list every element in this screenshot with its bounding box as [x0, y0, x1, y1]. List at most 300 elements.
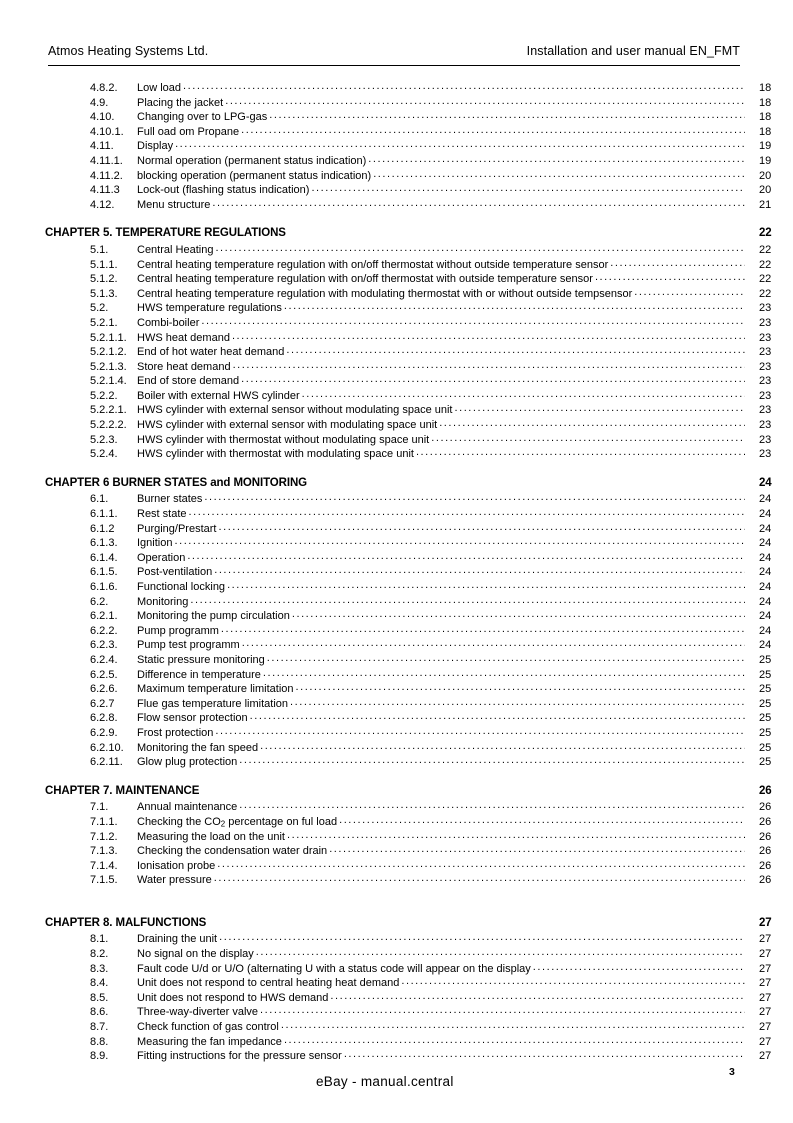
toc-entry-number: 6.2.2.	[90, 624, 118, 637]
toc-entry[interactable]	[0, 197, 793, 212]
toc-entry-number: 6.2.4.	[90, 653, 118, 666]
page-header	[48, 44, 740, 58]
toc-dot-leader	[454, 402, 745, 413]
toc-entry-page-number: 25	[759, 726, 772, 739]
toc-chapter-title: CHAPTER 6 BURNER STATES and MONITORING	[45, 476, 307, 489]
toc-entry-page-number: 27	[759, 1021, 772, 1034]
toc-entry-title: Boiler with external HWS cylinder	[137, 389, 300, 402]
toc-entry[interactable]	[0, 80, 793, 95]
toc-entry-title: Ionisation probe	[137, 859, 216, 872]
toc-entry[interactable]	[0, 579, 793, 594]
toc-chapter-heading[interactable]	[0, 477, 793, 492]
toc-entry-title: Unit does not respond to central heating heat demand	[137, 977, 400, 990]
toc-entry-number: 5.2.1.2.	[90, 346, 127, 359]
toc-entry-number: 8.3.	[90, 962, 109, 975]
toc-entry-title: Monitoring	[137, 595, 189, 608]
toc-dot-leader	[284, 1034, 745, 1045]
toc-entry-page-number: 22	[759, 273, 772, 286]
toc-entry-title: Pump programm	[137, 624, 219, 637]
toc-entry[interactable]	[0, 300, 793, 315]
toc-entry-number: 6.2.9.	[90, 726, 118, 739]
toc-entry-number: 5.2.	[90, 302, 109, 315]
toc-entry[interactable]	[0, 124, 793, 139]
toc-entry[interactable]	[0, 623, 793, 638]
toc-entry-page-number: 27	[759, 977, 772, 990]
toc-entry-number: 8.2.	[90, 948, 109, 961]
toc-entry-title: Central Heating	[137, 243, 214, 256]
toc-chapter-heading[interactable]	[0, 227, 793, 242]
toc-entry-number: 5.1.2.	[90, 273, 118, 286]
toc-entry[interactable]	[0, 491, 793, 506]
toc-entry-page-number: 23	[759, 404, 772, 417]
toc-chapter-page-number: 24	[759, 476, 772, 489]
toc-entry[interactable]	[0, 168, 793, 183]
toc-entry-page-number: 24	[759, 581, 772, 593]
toc-dot-leader	[260, 740, 745, 751]
toc-entry-number: 7.1.4.	[90, 859, 118, 872]
toc-entry-title: Rest state	[137, 508, 187, 521]
toc-entry-title: Fitting instructions for the pressure sensor	[137, 1050, 342, 1063]
toc-entry-page-number: 23	[759, 448, 772, 461]
toc-group-spacer	[0, 461, 793, 477]
toc-entry[interactable]	[0, 961, 793, 976]
toc-entry-page-number: 26	[759, 859, 772, 872]
toc-entry-page-number: 23	[759, 316, 772, 329]
toc-entry-page-number: 23	[759, 360, 772, 373]
header-manual-title: Installation and user manual EN_FMT	[526, 44, 740, 58]
toc-entry-number: 4.11.3	[90, 184, 120, 197]
toc-entry-title: End of hot water heat demand	[137, 346, 285, 359]
toc-entry-page-number: 25	[759, 683, 772, 696]
toc-entry-number: 5.1.3.	[90, 287, 118, 300]
toc-entry[interactable]	[0, 681, 793, 696]
toc-entry-title: Lock-out (flashing status indication)	[137, 184, 310, 197]
toc-dot-leader	[267, 652, 745, 663]
toc-entry[interactable]	[0, 740, 793, 755]
toc-chapter-page-number: 22	[759, 227, 772, 240]
toc-entry-number: 5.2.1.3.	[90, 360, 127, 373]
toc-entry-title: Combi-boiler	[137, 316, 200, 329]
toc-entry-title: Static pressure monitoring	[137, 653, 265, 666]
toc-entry-page-number: 20	[759, 184, 772, 197]
toc-entry-title: Unit does not respond to HWS demand	[137, 991, 329, 1004]
toc-entry-page-number: 23	[759, 375, 772, 388]
toc-entry-page-number: 24	[759, 508, 772, 521]
toc-entry-title: Flue gas temperature limitation	[137, 697, 289, 710]
toc-entry[interactable]	[0, 1048, 793, 1063]
toc-entry[interactable]	[0, 432, 793, 447]
toc-entry[interactable]	[0, 402, 793, 417]
toc-dot-leader	[183, 80, 745, 91]
toc-entry-page-number: 24	[759, 493, 772, 506]
toc-entry-page-number: 24	[759, 610, 772, 623]
toc-dot-leader	[241, 124, 745, 135]
toc-entry-number: 4.10.1.	[90, 125, 124, 138]
toc-dot-leader	[204, 491, 745, 502]
toc-entry-title: No signal on the display	[137, 948, 254, 961]
toc-dot-leader	[221, 623, 745, 634]
toc-dot-leader	[281, 1019, 745, 1030]
toc-dot-leader	[239, 754, 745, 765]
toc-entry-title: HWS cylinder with thermostat with modulating space unit	[137, 448, 414, 461]
toc-entry-page-number: 23	[759, 302, 772, 315]
toc-entry-title: Fault code U/d or U/O (alternating U with a status code will appear on the display	[137, 962, 531, 975]
toc-entry-page-number: 22	[759, 243, 772, 256]
toc-entry-title: Central heating temperature regulation with modulating thermostat with or without outside tempsensor	[137, 287, 633, 300]
toc-entry-number: 5.1.1.	[90, 258, 118, 271]
toc-dot-leader	[287, 829, 745, 840]
toc-dot-leader	[595, 271, 745, 282]
toc-entry[interactable]	[0, 506, 793, 521]
toc-entry-page-number: 25	[759, 697, 772, 710]
toc-dot-leader	[190, 594, 745, 605]
toc-entry-title: Glow plug protection	[137, 756, 238, 769]
header-divider-rule	[48, 65, 740, 66]
toc-entry-page-number: 27	[759, 1050, 772, 1063]
toc-entry-page-number: 24	[759, 566, 772, 579]
toc-entry-title: Maximum temperature limitation	[137, 683, 294, 696]
toc-entry-page-number: 23	[759, 331, 772, 344]
toc-entry-title: Water pressure	[137, 874, 212, 887]
toc-entry-page-number: 26	[759, 874, 772, 887]
toc-entry-number: 7.1.	[90, 801, 109, 814]
toc-entry-number: 6.2.11.	[90, 756, 123, 769]
toc-entry-page-number: 25	[759, 653, 772, 666]
toc-dot-leader	[533, 961, 745, 972]
toc-entry-title: Store heat demand	[137, 360, 231, 373]
toc-entry[interactable]	[0, 388, 793, 403]
toc-entry-page-number: 25	[759, 668, 772, 681]
toc-entry-number: 4.10.	[90, 111, 115, 124]
toc-dot-leader	[311, 182, 745, 193]
toc-entry-title: Central heating temperature regulation with on/off thermostat without outside temperature sensor	[137, 258, 609, 271]
toc-entry-page-number: 26	[759, 830, 772, 843]
toc-entry-page-number: 22	[759, 258, 772, 271]
toc-dot-leader	[232, 330, 745, 341]
toc-entry[interactable]	[0, 667, 793, 682]
toc-entry[interactable]	[0, 594, 793, 609]
toc-dot-leader	[610, 257, 745, 268]
toc-dot-leader	[344, 1048, 745, 1059]
toc-dot-leader	[256, 946, 745, 957]
toc-entry[interactable]	[0, 1034, 793, 1049]
toc-entry[interactable]	[0, 535, 793, 550]
toc-entry-title: Menu structure	[137, 198, 211, 211]
toc-entry[interactable]	[0, 153, 793, 168]
toc-chapter-title: CHAPTER 7. MAINTENANCE	[45, 784, 200, 797]
toc-dot-leader	[286, 344, 745, 355]
toc-entry-page-number: 27	[759, 962, 772, 975]
toc-entry[interactable]	[0, 344, 793, 359]
toc-entry-title: HWS cylinder with external sensor with modulating space unit	[137, 419, 438, 432]
toc-entry-number: 5.1.	[90, 243, 109, 256]
toc-entry[interactable]	[0, 710, 793, 725]
toc-entry[interactable]	[0, 521, 793, 536]
toc-entry-number: 6.1.3.	[90, 537, 118, 550]
toc-entry-number: 5.2.2.1.	[90, 404, 127, 417]
toc-entry-page-number: 25	[759, 712, 772, 725]
toc-entry[interactable]	[0, 242, 793, 257]
toc-dot-leader	[242, 637, 745, 648]
toc-entry-number: 4.11.1.	[90, 154, 123, 167]
toc-entry-number: 5.2.3.	[90, 433, 118, 446]
toc-entry-title: Normal operation (permanent status indication)	[137, 154, 367, 167]
toc-entry-title: Pump test programm	[137, 639, 240, 652]
toc-dot-leader	[219, 931, 745, 942]
toc-entry-title: Functional locking	[137, 581, 226, 593]
toc-entry-title: Measuring the fan impedance	[137, 1035, 282, 1048]
toc-dot-leader	[214, 872, 745, 883]
toc-entry[interactable]	[0, 829, 793, 844]
toc-entry-number: 4.11.	[90, 140, 114, 153]
toc-entry-page-number: 27	[759, 948, 772, 961]
toc-entry-number: 7.1.5.	[90, 874, 118, 887]
toc-entry-page-number: 24	[759, 639, 772, 652]
toc-entry[interactable]	[0, 182, 793, 197]
toc-entry-number: 6.1.5.	[90, 566, 118, 579]
toc-entry[interactable]	[0, 946, 793, 961]
toc-dot-leader	[269, 109, 745, 120]
toc-entry[interactable]	[0, 696, 793, 711]
toc-entry-number: 6.1.	[90, 493, 109, 506]
toc-entry[interactable]	[0, 359, 793, 374]
toc-entry-number: 6.2.10.	[90, 741, 124, 754]
toc-entry-title: Display	[137, 140, 174, 153]
toc-dot-leader	[201, 315, 745, 326]
toc-entry-page-number: 20	[759, 169, 772, 182]
toc-entry-page-number: 23	[759, 419, 772, 432]
toc-dot-leader	[241, 373, 745, 384]
toc-entry-page-number: 24	[759, 551, 772, 564]
toc-entry-title: Draining the unit	[137, 933, 218, 946]
toc-entry-page-number: 26	[759, 845, 772, 858]
toc-dot-leader	[263, 667, 745, 678]
toc-entry-page-number: 24	[759, 595, 772, 608]
toc-entry-page-number: 21	[759, 198, 772, 211]
toc-entry-title: Monitoring the fan speed	[137, 741, 259, 754]
toc-entry-title: HWS cylinder with thermostat without modulating space unit	[137, 433, 430, 446]
toc-entry[interactable]	[0, 138, 793, 153]
toc-entry-page-number: 24	[759, 522, 772, 535]
toc-entry-page-number: 19	[759, 140, 772, 153]
toc-entry[interactable]	[0, 417, 793, 432]
toc-dot-leader	[239, 799, 745, 810]
toc-entry-number: 8.5.	[90, 991, 109, 1004]
toc-entry-page-number: 19	[759, 154, 772, 167]
toc-entry[interactable]	[0, 608, 793, 623]
toc-dot-leader	[284, 300, 745, 311]
toc-entry-page-number: 25	[759, 741, 772, 754]
toc-entry[interactable]	[0, 1004, 793, 1019]
toc-dot-leader	[260, 1004, 745, 1015]
toc-dot-leader	[373, 168, 745, 179]
toc-chapter-page-number: 26	[759, 784, 772, 797]
toc-dot-leader	[214, 564, 745, 575]
toc-entry-title: HWS heat demand	[137, 331, 230, 344]
toc-entry-page-number: 24	[759, 537, 772, 550]
toc-entry-page-number: 26	[759, 815, 772, 828]
toc-entry-title: Central heating temperature regulation with on/off thermostat with outside temperature sensor	[137, 273, 593, 286]
toc-chapter-title: CHAPTER 8. MALFUNCTIONS	[45, 916, 207, 929]
toc-entry-title: Purging/Prestart	[137, 522, 217, 535]
toc-group-spacer	[0, 769, 793, 785]
toc-dot-leader	[431, 432, 745, 443]
toc-entry-number: 6.2.5.	[90, 668, 118, 681]
toc-entry[interactable]	[0, 725, 793, 740]
toc-entry-number: 8.6.	[90, 1006, 109, 1019]
toc-dot-leader	[215, 725, 745, 736]
toc-dot-leader	[227, 579, 745, 590]
toc-entry-title: Checking the $CO_2$ percentage on ful load	[137, 815, 338, 829]
toc-entry-number: 6.2.3.	[90, 639, 118, 652]
toc-entry-title: Changing over to LPG-gas	[137, 111, 268, 124]
toc-dot-leader	[175, 138, 745, 149]
toc-entry-number: 6.2.6.	[90, 683, 118, 696]
toc-entry[interactable]	[0, 550, 793, 565]
toc-entry[interactable]	[0, 637, 793, 652]
toc-dot-leader	[212, 197, 745, 208]
toc-entry[interactable]	[0, 931, 793, 946]
toc-dot-leader	[217, 858, 745, 869]
toc-entry-title: Check function of gas control	[137, 1021, 279, 1034]
toc-entry-title: HWS temperature regulations	[137, 302, 282, 315]
toc-entry-number: 5.2.2.	[90, 389, 118, 402]
toc-entry[interactable]	[0, 1019, 793, 1034]
toc-entry[interactable]	[0, 95, 793, 110]
toc-dot-leader	[439, 417, 745, 428]
toc-group-spacer	[0, 887, 793, 917]
toc-entry[interactable]	[0, 564, 793, 579]
toc-entry-number: 6.1.1.	[90, 508, 118, 521]
toc-entry-number: 5.2.2.2.	[90, 419, 127, 432]
toc-entry[interactable]	[0, 814, 793, 829]
toc-entry-number: 5.2.1.1.	[90, 331, 127, 344]
toc-dot-leader	[225, 95, 745, 106]
toc-entry-title: Frost protection	[137, 726, 214, 739]
toc-entry-page-number: 25	[759, 756, 772, 769]
toc-entry[interactable]	[0, 872, 793, 887]
toc-chapter-title: CHAPTER 5. TEMPERATURE REGULATIONS	[45, 227, 286, 240]
toc-dot-leader	[233, 359, 745, 370]
toc-entry[interactable]	[0, 652, 793, 667]
toc-entry-title: Annual maintenance	[137, 801, 238, 814]
toc-entry[interactable]	[0, 754, 793, 769]
toc-entry-page-number: 24	[759, 624, 772, 637]
toc-dot-leader	[218, 521, 745, 532]
toc-entry-page-number: 26	[759, 801, 772, 814]
toc-entry[interactable]	[0, 271, 793, 286]
toc-entry[interactable]	[0, 257, 793, 272]
toc-entry-number: 5.2.1.	[90, 316, 118, 329]
toc-chapter-heading[interactable]	[0, 917, 793, 932]
toc-dot-leader	[290, 696, 745, 707]
toc-entry[interactable]	[0, 446, 793, 461]
toc-entry-number: 4.8.2.	[90, 82, 118, 94]
toc-entry-title: Low load	[137, 82, 182, 94]
toc-entry-title: Post-ventilation	[137, 566, 213, 579]
toc-entry-number: 5.2.1.4.	[90, 375, 127, 388]
toc-chapter-heading[interactable]	[0, 785, 793, 800]
toc-entry-number: 4.9.	[90, 96, 109, 109]
toc-entry-title: HWS cylinder with external sensor without modulating space unit	[137, 404, 453, 417]
toc-dot-leader	[330, 990, 745, 1001]
toc-dot-leader	[401, 975, 745, 986]
toc-dot-leader	[215, 242, 745, 253]
toc-entry-page-number: 18	[759, 96, 772, 109]
toc-entry-number: 6.1.6.	[90, 581, 118, 593]
toc-dot-leader	[296, 681, 746, 692]
table-of-contents	[0, 80, 793, 1063]
toc-entry[interactable]	[0, 843, 793, 858]
toc-entry-number: 6.1.2	[90, 522, 115, 535]
toc-entry-number: 8.7.	[90, 1021, 109, 1034]
toc-entry-number: 6.2.7	[90, 697, 115, 710]
toc-entry[interactable]	[0, 109, 793, 124]
toc-entry-title: Full oad om Propane	[137, 125, 240, 138]
toc-chapter-page-number: 27	[759, 916, 772, 929]
toc-entry-number: 6.2.8.	[90, 712, 118, 725]
toc-entry-number: 8.8.	[90, 1035, 109, 1048]
toc-entry-number: 6.2.	[90, 595, 109, 608]
toc-entry-number: 5.2.4.	[90, 448, 118, 461]
footer-page-number: 3	[729, 1066, 735, 1078]
toc-dot-leader	[634, 286, 745, 297]
toc-dot-leader	[368, 153, 745, 164]
toc-dot-leader	[329, 843, 745, 854]
toc-dot-leader	[339, 814, 745, 825]
toc-entry-title: Flow sensor protection	[137, 712, 248, 725]
toc-entry-title: Operation	[137, 551, 186, 564]
toc-dot-leader	[292, 608, 745, 619]
toc-dot-leader	[187, 550, 745, 561]
toc-entry-number: 4.11.2.	[90, 169, 123, 182]
toc-entry-page-number: 27	[759, 933, 772, 946]
toc-dot-leader	[189, 506, 745, 517]
toc-entry-page-number: 23	[759, 346, 772, 359]
toc-entry-title: Difference in temperature	[137, 668, 261, 681]
toc-entry-number: 6.2.1.	[90, 610, 118, 623]
toc-entry-number: 8.1.	[90, 933, 109, 946]
toc-entry-number: 8.9.	[90, 1050, 109, 1063]
toc-entry[interactable]	[0, 315, 793, 330]
toc-entry-title: Placing the jacket	[137, 96, 224, 109]
toc-entry-title: End of store demand	[137, 375, 240, 388]
toc-entry[interactable]	[0, 373, 793, 388]
footer-watermark: eBay - manual.central	[316, 1074, 454, 1089]
toc-entry[interactable]	[0, 990, 793, 1005]
toc-entry-number: 7.1.2.	[90, 830, 118, 843]
toc-entry-page-number: 27	[759, 991, 772, 1004]
toc-dot-leader	[302, 388, 745, 399]
toc-entry[interactable]	[0, 858, 793, 873]
toc-dot-leader	[174, 535, 745, 546]
toc-entry[interactable]	[0, 330, 793, 345]
toc-entry-page-number: 22	[759, 287, 772, 300]
toc-entry-title: Checking the condensation water drain	[137, 845, 328, 858]
toc-entry-number: 7.1.1.	[90, 815, 118, 828]
toc-entry[interactable]	[0, 286, 793, 301]
toc-entry-page-number: 27	[759, 1006, 772, 1019]
toc-entry-page-number: 18	[759, 125, 772, 138]
toc-entry[interactable]	[0, 975, 793, 990]
toc-entry-title: Monitoring the pump circulation	[137, 610, 290, 623]
toc-entry-number: 6.1.4.	[90, 551, 118, 564]
toc-entry-title: Measuring the load on the unit	[137, 830, 285, 843]
toc-entry[interactable]	[0, 799, 793, 814]
toc-entry-title: Ignition	[137, 537, 173, 550]
toc-entry-page-number: 23	[759, 389, 772, 402]
toc-entry-page-number: 18	[759, 82, 772, 94]
